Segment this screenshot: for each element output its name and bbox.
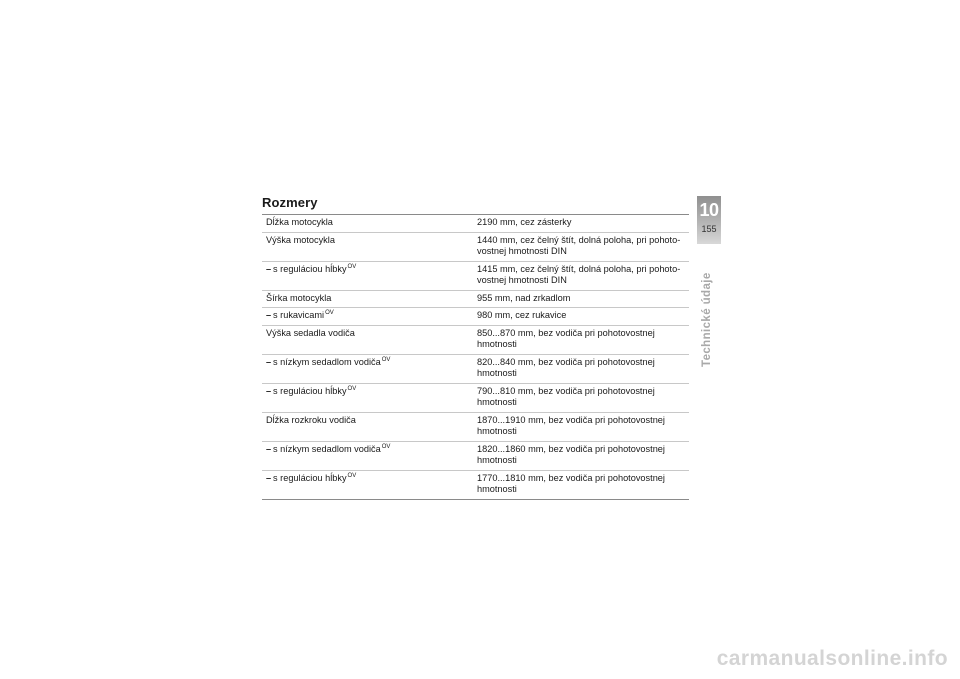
spec-label: Dĺžka motocykla [266,217,333,227]
spec-label: Výška motocykla [266,234,335,245]
spec-value: 1820...1860 mm, bez vodiča pri pohotovostnej hmotnosti [477,443,665,465]
spec-value: 790...810 mm, bez vodiča pri pohotovostnej hmotnosti [477,385,655,407]
table-row [262,325,689,354]
table-row [262,441,689,470]
spec-value: 955 mm, nad zrkadlom [477,292,571,303]
option-marker: OV [381,443,391,450]
spec-label: Dĺžka rozkroku vodiča [266,414,356,425]
spec-label: – s nízkym sedadlom vodiča$^{OV}$ [266,356,391,367]
page-number: 155 [701,224,717,234]
spec-label: – s reguláciou hĺbky$^{OV}$ [266,472,357,483]
spec-value: 1870...1910 mm, bez vodiča pri pohotovostnej hmotnosti [477,414,665,436]
dash-bullet: – [266,472,272,483]
table-row [262,261,689,290]
table-row [262,290,689,308]
spec-value: 1770...1810 mm, bez vodiča pri pohotovostnej hmotnosti [477,472,665,494]
section-title: Rozmery [262,195,318,210]
spec-value: 980 mm, cez rukavice [477,310,567,320]
watermark: carmanualsonline.info [716,647,948,670]
spec-value: 1440 mm, cez čelný štít, dolná poloha, pri pohoto-vostnej hmotnosti DIN [477,234,681,256]
chapter-tab [697,196,721,244]
spec-label: – s reguláciou hĺbky$^{OV}$ [266,263,357,274]
spec-label: Šírka motocykla [266,292,332,303]
spec-label: – s nízkym sedadlom vodiča$^{OV}$ [266,443,391,454]
table-row [262,354,689,383]
chapter-title: Technické údaje [701,272,713,367]
dash-bullet: – [266,263,272,274]
dash-bullet: – [266,443,272,454]
table-row [262,307,689,325]
option-marker: OV [347,385,357,392]
table-row [262,470,689,499]
spec-value: 1415 mm, cez čelný štít, dolná poloha, pri pohoto-vostnej hmotnosti DIN [477,263,681,285]
dash-bullet: – [266,356,272,367]
table-row [262,383,689,412]
spec-value: 850...870 mm, bez vodiča pri pohotovostnej hmotnosti [477,327,655,349]
spec-label: – s reguláciou hĺbky$^{OV}$ [266,385,357,396]
spec-label: Výška sedadla vodiča [266,327,355,338]
option-marker: OV [381,356,391,363]
dimensions-table [262,214,689,500]
option-marker: OV [325,310,334,316]
table-row [262,215,689,232]
dash-bullet: – [266,310,272,320]
dash-bullet: – [266,385,272,396]
option-marker: OV [347,472,357,479]
table-row [262,412,689,441]
spec-value: 2190 mm, cez zásterky [477,217,572,227]
table-row [262,232,689,261]
chapter-number: 10 [699,200,719,220]
option-marker: OV [347,263,357,270]
spec-value: 820...840 mm, bez vodiča pri pohotovostnej hmotnosti [477,356,655,378]
spec-label: – s rukavicami$^{OV}$ [266,310,334,320]
